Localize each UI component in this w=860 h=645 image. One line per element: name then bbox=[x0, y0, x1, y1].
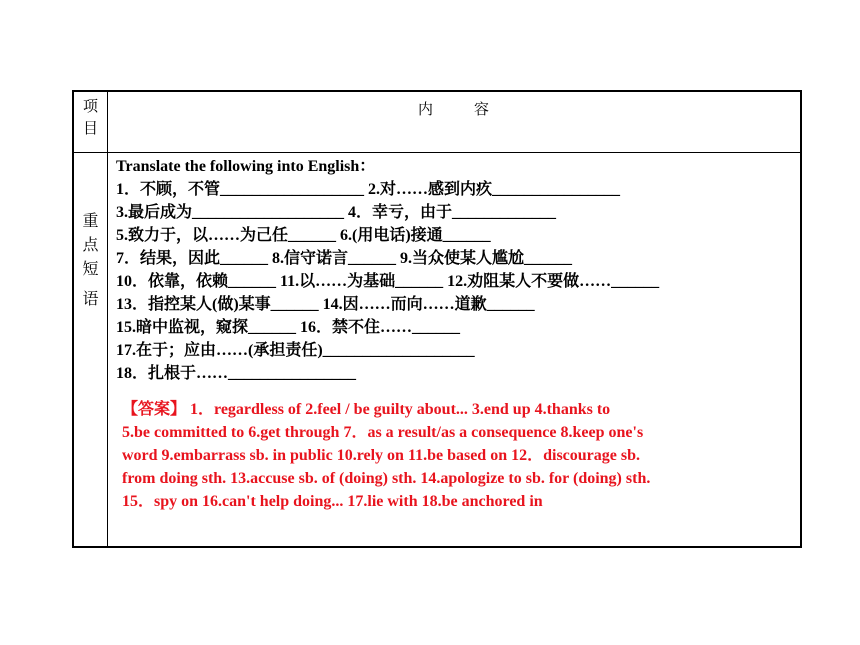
column-divider bbox=[107, 92, 108, 546]
exercise-text bbox=[116, 155, 659, 385]
answer-block bbox=[122, 398, 650, 513]
header-item-label bbox=[74, 96, 107, 140]
header-content-char-1: 内 bbox=[418, 102, 434, 118]
exercise-line: 18．扎根于……________________ bbox=[116, 365, 357, 382]
answer-line: 5.be committed to 6.get through 7．as a result/as a consequence 8.keep one's bbox=[122, 424, 644, 441]
exercise-line: 10．依靠，依赖______ 11.以……为基础______ 12.劝阻某人不要做……______ bbox=[116, 273, 660, 290]
exercise-line: 3.最后成为___________________ 4．幸亏，由于_____________ bbox=[116, 204, 557, 221]
side-char-2: 点 bbox=[82, 237, 99, 254]
exercise-line: 7．结果，因此______ 8.信守诺言______ 9.当众使某人尴尬______ bbox=[116, 250, 573, 267]
exercise-line: 15.暗中监视，窥探______ 16．禁不住……______ bbox=[116, 319, 461, 336]
row-divider bbox=[74, 152, 800, 153]
phrase-table bbox=[72, 90, 802, 548]
header-item-char-2: 目 bbox=[82, 121, 98, 137]
side-label-key-phrases bbox=[74, 210, 107, 312]
exercise-instruction: Translate the following into English： bbox=[116, 158, 376, 175]
side-char-1: 重 bbox=[82, 213, 99, 230]
answer-line: from doing sth. 13.accuse sb. of (doing) sth. 14.apologize to sb. for (doing) sth. bbox=[122, 470, 651, 487]
answer-line: word 9.embarrass sb. in public 10.rely on 11.be based on 12．discourage sb. bbox=[122, 447, 640, 464]
answer-line: 15．spy on 16.can't help doing... 17.lie with 18.be anchored in bbox=[122, 493, 543, 510]
answer-line: 【答案】 1．regardless of 2.feel / be guilty about... 3.end up 4.thanks to bbox=[122, 401, 611, 418]
exercise-line: 1．不顾，不管__________________ 2.对……感到内疚________________ bbox=[116, 181, 621, 198]
side-char-4: 语 bbox=[82, 291, 99, 308]
header-item-char-1: 项 bbox=[82, 99, 98, 115]
exercise-line: 17.在于；应由……(承担责任)___________________ bbox=[116, 342, 475, 359]
exercise-line: 13．指控某人(做)某事______ 14.因……而向……道歉______ bbox=[116, 296, 535, 313]
side-char-3: 短 bbox=[82, 261, 99, 278]
header-content-char-2: 容 bbox=[474, 102, 490, 118]
exercise-line: 5.致力于，以……为己任______ 6.(用电话)接通______ bbox=[116, 227, 491, 244]
